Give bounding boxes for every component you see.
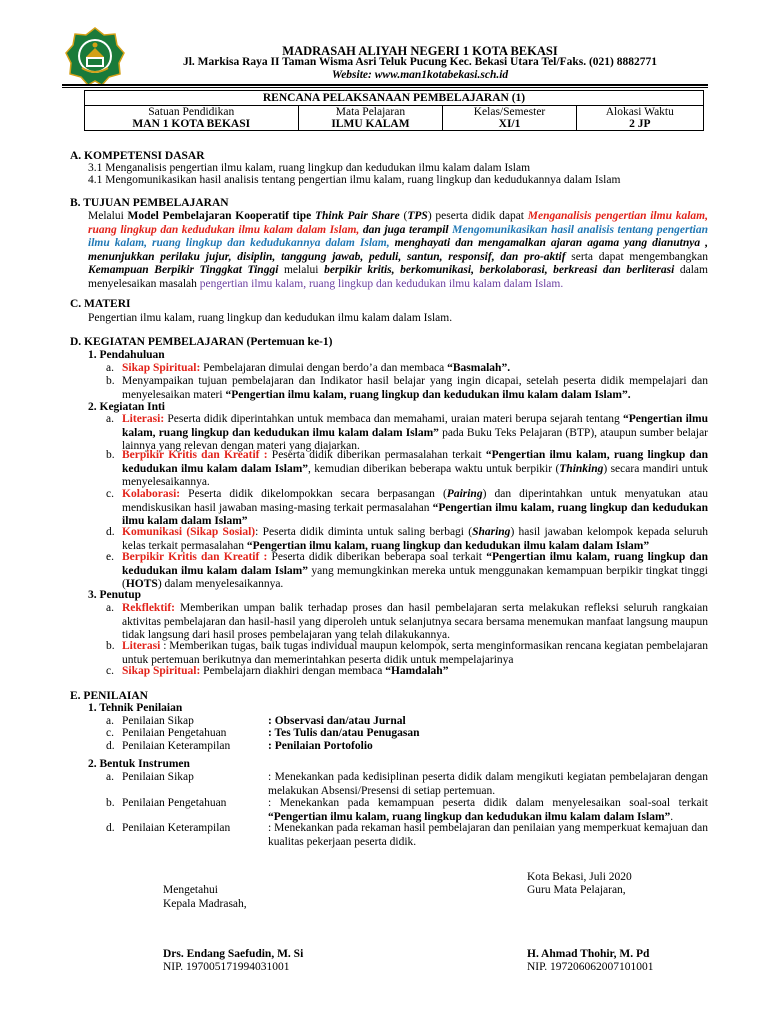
bentuk-b-text: : Menekankan pada kemampuan peserta didik dalam menyelesaikan soal-soal terkait “Pengertian ilmu kalam, ruang lingkup dan kedudukan ilmu kalam dalam Islam”. bbox=[268, 797, 708, 823]
d3c-letter: c. bbox=[106, 665, 114, 677]
place-date: Kota Bekasi, Juli 2020 bbox=[527, 871, 632, 883]
tujuan-paragraph: Melalui Model Pembelajaran Kooperatif tipe Think Pair Share (TPS) peserta didik dapat Menganalisis pengertian ilmu kalam, ruang lingkup dan kedudukan ilmu kalam dalam Islam, dan juga terampil Mengomunikasikan hasil analisis tentang pengertian ilmu kalam, ruang lingkup dan kedudukannya dalam Islam, menghayati dan mengamalkan ajaran agama yang dianutnya , menunjukkan perilaku jujur, disiplin, tanggung jawab, peduli, santun, responsif, dan pro-aktif serta dapat mengembangkan Kemampuan Berpikir Tinggkat Tinggi melalui berpikir kritis, berkomunikasi, berkolaborasi, berkreasi dan berliterasi dalam menyelesaikan masalah pengertian ilmu kalam, ruang lingkup dan kedudukan ilmu kalam dalam Islam. bbox=[88, 210, 708, 290]
value-satuan: MAN 1 KOTA BEKASI bbox=[85, 118, 299, 131]
section-a-title: A. KOMPETENSI DASAR bbox=[70, 150, 205, 162]
value-alokasi: 2 JP bbox=[576, 118, 703, 131]
d2b-text: Berpikir Kritis dan Kreatif : Peserta didik diberikan permasalahan terkait “Pengertian ilmu kalam, ruang lingkup dan kedudukan ilmu kalam dalam Islam”, kemudian diberikan beberapa waktu untuk berpikir (Thinking) secara mandiri untuk menyelesaikannya. bbox=[122, 449, 709, 489]
label-satuan: Satuan Pendidikan bbox=[85, 106, 299, 119]
label-kelas: Kelas/Semester bbox=[443, 106, 576, 119]
teknik-d-value: : Penilaian Portofolio bbox=[268, 740, 373, 752]
d2d-letter: d. bbox=[106, 526, 115, 538]
rpp-info-table bbox=[84, 90, 704, 131]
teacher-nip: NIP. 197206062007101001 bbox=[527, 961, 654, 973]
teknik-a-label: Penilaian Sikap bbox=[122, 715, 194, 727]
d1a-text: Sikap Spiritual: Pembelajaran dimulai dengan berdo’a dan membaca “Basmalah”. bbox=[122, 362, 511, 374]
d1b-text: Menyampaikan tujuan pembelajaran dan Indikator hasil belajar yang ingin dicapai, setelah peserta didik mempelajari dan menyelesaikan materi “Pengertian ilmu kalam, ruang lingkup dan kedudukan ilmu kalam dalam Islam”. bbox=[122, 375, 708, 401]
section-d-title: D. KEGIATAN PEMBELAJARAN (Pertemuan ke-1) bbox=[70, 336, 333, 348]
d2d-text: Komunikasi (Sikap Sosial): Peserta didik diminta untuk saling berbagi (Sharing) hasil jawaban kelompok kepada seluruh kelas terkait permasalahan “Pengertian ilmu kalam, ruang lingkup dan kedudukan ilmu kalam dalam Islam” bbox=[122, 526, 708, 552]
teacher-role: Guru Mata Pelajaran, bbox=[527, 884, 626, 896]
kd-4-1: 4.1 Mengomunikasikan hasil analisis tentang pengertian ilmu kalam, ruang lingkup dan kedudukannya dalam Islam bbox=[88, 174, 621, 186]
value-mapel: ILMU KALAM bbox=[298, 118, 443, 131]
bentuk-heading: 2. Bentuk Instrumen bbox=[88, 758, 190, 770]
d1b-letter: b. bbox=[106, 375, 115, 387]
section-c-title: C. MATERI bbox=[70, 298, 131, 310]
bentuk-a-label: Penilaian Sikap bbox=[122, 771, 194, 783]
d3b-text: Literasi : Memberikan tugas, baik tugas individual maupun kelompok, serta menginformasikan rencana kegiatan pembelajaran untuk pertemuan berikutnya dan memerintahkan peserta didik untuk mempelajarinya bbox=[122, 640, 709, 666]
teknik-a-value: : Observasi dan/atau Jurnal bbox=[268, 715, 406, 727]
kd-3-1: 3.1 Menganalisis pengertian ilmu kalam, ruang lingkup dan kedudukan ilmu kalam dalam Islam bbox=[88, 162, 531, 174]
acknowledge-label: Mengetahui bbox=[163, 884, 218, 896]
kemenag-logo bbox=[64, 26, 126, 88]
label-alokasi: Alokasi Waktu bbox=[576, 106, 703, 119]
bentuk-b-label: Penilaian Pengetahuan bbox=[122, 797, 227, 809]
teknik-a-letter: a. bbox=[106, 715, 114, 727]
school-website: Website: www.man1kotabekasi.sch.id bbox=[331, 69, 509, 81]
d2b-letter: b. bbox=[106, 449, 115, 461]
bentuk-d-text: : Menekankan pada rekaman hasil pembelajaran dan penilaian yang memperkuat kemajuan dan kualitas pekerjaan peserta didik. bbox=[268, 822, 708, 848]
bentuk-a-text: : Menekankan pada kedisiplinan peserta didik dalam mengikuti kegiatan pembelajaran dengan melakukan Absensi/Presensi di setiap pertemuan. bbox=[268, 771, 708, 797]
penutup-heading: 3. Penutup bbox=[88, 589, 142, 601]
header-rule bbox=[62, 84, 708, 88]
d3c-text: Sikap Spiritual: Pembelajarn diakhiri dengan membaca “Hamdalah” bbox=[122, 665, 449, 677]
pendahuluan-heading: 1. Pendahuluan bbox=[88, 349, 165, 361]
head-nip: NIP. 197005171994031001 bbox=[163, 961, 290, 973]
d2c-text: Kolaborasi: Peserta didik dikelompokkan secara berpasangan (Pairing) dan diperintahkan untuk menyatukan atau mendiskusikan hasil jawaban masing-masing terkait permasalahan “Pengertian ilmu kalam, ruang lingkup dan kedudukan ilmu kalam dalam Islam” bbox=[122, 488, 708, 528]
teknik-d-letter: d. bbox=[106, 740, 115, 752]
bentuk-d-label: Penilaian Keterampilan bbox=[122, 822, 231, 834]
head-role: Kepala Madrasah, bbox=[163, 898, 247, 910]
bentuk-a-letter: a. bbox=[106, 771, 114, 783]
teknik-c-value: : Tes Tulis dan/atau Penugasan bbox=[268, 727, 420, 739]
teknik-c-letter: c. bbox=[106, 727, 114, 739]
d3a-text: Rekflektif: Memberikan umpan balik terhadap proses dan hasil pembelajaran serta melakukan refleksi seluruh rangkaian aktivitas pembelajaran dan hasil-hasil yang diperoleh untuk selanjutnya secara bersama menemukan manfaat langsung maupun tidak langsung dari hasil proses pembelajaran yang telah dilakukannya. bbox=[122, 602, 708, 642]
inti-heading: 2. Kegiatan Inti bbox=[88, 401, 165, 413]
section-b-title: B. TUJUAN PEMBELAJARAN bbox=[70, 197, 229, 209]
d2e-letter: e. bbox=[106, 551, 114, 563]
bentuk-d-letter: d. bbox=[106, 822, 115, 834]
rpp-title: RENCANA PELAKSANAAN PEMBELAJARAN (1) bbox=[85, 91, 704, 106]
materi-text: Pengertian ilmu kalam, ruang lingkup dan kedudukan ilmu kalam dalam Islam. bbox=[88, 312, 453, 324]
school-address: Jl. Markisa Raya II Taman Wisma Asri Teluk Pucung Kec. Bekasi Utara Tel/Faks. (021) 8882771 bbox=[182, 56, 657, 68]
section-e-title: E. PENILAIAN bbox=[70, 690, 148, 702]
d3b-letter: b. bbox=[106, 640, 115, 652]
school-name: MADRASAH ALIYAH NEGERI 1 KOTA BEKASI bbox=[282, 44, 558, 58]
value-kelas: XI/1 bbox=[443, 118, 576, 131]
teknik-d-label: Penilaian Keterampilan bbox=[122, 740, 231, 752]
label-mapel: Mata Pelajaran bbox=[298, 106, 443, 119]
d2a-text: Literasi: Peserta didik diperintahkan untuk membaca dan memahami, uraian materi berupa sejarah tentang “Pengertian ilmu kalam, ruang lingkup dan kedudukan ilmu kalam dalam Islam” pada Buku Teks Pelajaran (BTP), ataupun sumber belajar lainnya yang relevan dengan materi yang diajarkan. bbox=[122, 413, 708, 453]
head-name: Drs. Endang Saefudin, M. Si bbox=[163, 948, 304, 960]
teacher-name: H. Ahmad Thohir, M. Pd bbox=[527, 948, 650, 960]
teknik-c-label: Penilaian Pengetahuan bbox=[122, 727, 227, 739]
d2a-letter: a. bbox=[106, 413, 114, 425]
teknik-heading: 1. Tehnik Penilaian bbox=[88, 702, 183, 714]
d3a-letter: a. bbox=[106, 602, 114, 614]
d1a-letter: a. bbox=[106, 362, 114, 374]
d2e-text: Berpikir Kritis dan Kreatif : Peserta didik diberikan beberapa soal terkait “Pengertian ilmu kalam, ruang lingkup dan kedudukan ilmu kalam dalam Islam” yang memungkinkan mereka untuk menggunakan kemampuan berpikir tingkat tinggi (HOTS) dalam menyelesaikannya. bbox=[122, 551, 709, 591]
bentuk-b-letter: b. bbox=[106, 797, 115, 809]
d2c-letter: c. bbox=[106, 488, 114, 500]
